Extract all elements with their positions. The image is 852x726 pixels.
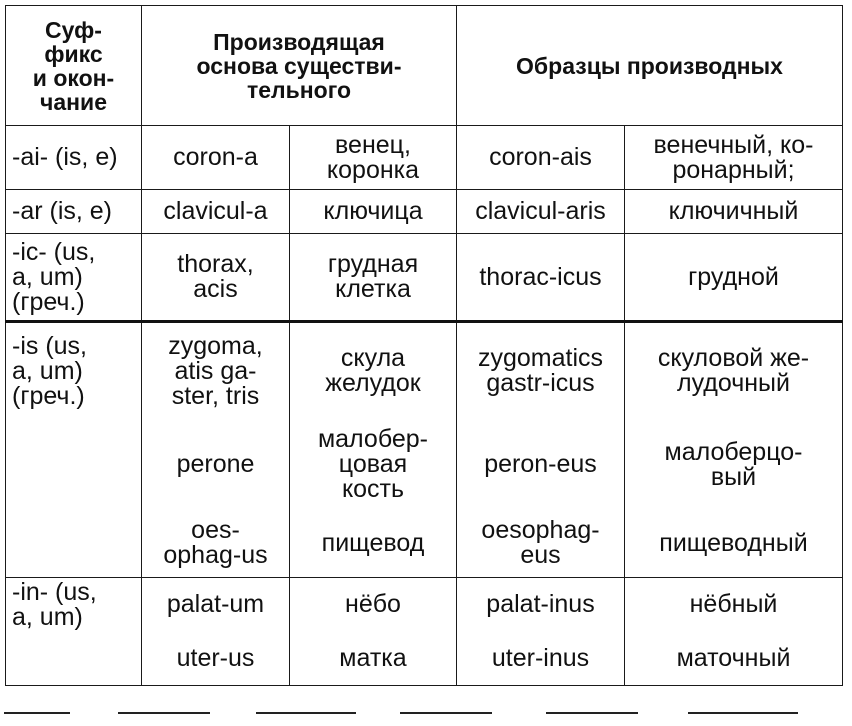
- cell-derived-ru: грудной: [625, 234, 843, 322]
- cell-derived-latin: uter-inus: [457, 632, 625, 686]
- cell-base-latin: zygoma, atis ga- ster, tris: [142, 322, 290, 420]
- table-row: [6, 190, 843, 234]
- cell-base-latin: oes- ophag-us: [142, 510, 290, 578]
- cell-base-latin: thorax, acis: [142, 234, 290, 322]
- cell-suffix: -is (us, a, um) (греч.): [6, 322, 142, 420]
- table-row: [6, 234, 843, 322]
- cell-derived-ru: ключичный: [625, 190, 843, 234]
- cell-derived-latin: oesophag- eus: [457, 510, 625, 578]
- cell-base-latin: clavicul-a: [142, 190, 290, 234]
- cell-base-ru: малобер- цовая кость: [290, 420, 457, 510]
- underline: [256, 712, 356, 714]
- header-derived: Образцы производных: [457, 6, 843, 126]
- cell-suffix: -in- (us, a, um): [6, 578, 142, 632]
- cell-derived-latin: zygomatics gastr-icus: [457, 322, 625, 420]
- underline: [4, 712, 70, 714]
- bottom-underlines: [0, 712, 852, 718]
- cell-base-ru: грудная клетка: [290, 234, 457, 322]
- cell-derived-ru: пищеводный: [625, 510, 843, 578]
- cell-derived-latin: coron-ais: [457, 126, 625, 190]
- cell-suffix: -ic- (us, a, um) (греч.): [6, 234, 142, 322]
- cell-base-ru: венец, коронка: [290, 126, 457, 190]
- table-row: [6, 420, 843, 510]
- underline: [546, 712, 638, 714]
- header-suffix: Суф- фикс и окон- чание: [6, 6, 142, 126]
- table-header-row: [6, 6, 843, 126]
- cell-derived-latin: palat-inus: [457, 578, 625, 632]
- suffix-table: [5, 5, 843, 686]
- cell-base-ru: ключица: [290, 190, 457, 234]
- cell-base-latin: uter-us: [142, 632, 290, 686]
- cell-base-latin: perone: [142, 420, 290, 510]
- cell-suffix: -ar (is, e): [6, 190, 142, 234]
- cell-base-ru: матка: [290, 632, 457, 686]
- cell-suffix: -ai- (is, e): [6, 126, 142, 190]
- table-row: [6, 322, 843, 420]
- cell-base-latin: coron-a: [142, 126, 290, 190]
- cell-derived-latin: clavicul-aris: [457, 190, 625, 234]
- cell-suffix: [6, 510, 142, 578]
- cell-derived-ru: скуловой же- лудочный: [625, 322, 843, 420]
- cell-derived-ru: маточный: [625, 632, 843, 686]
- table-row: [6, 510, 843, 578]
- underline: [118, 712, 210, 714]
- cell-derived-latin: thorac-icus: [457, 234, 625, 322]
- table-row: [6, 126, 843, 190]
- underline: [400, 712, 492, 714]
- cell-suffix: [6, 632, 142, 686]
- header-base: Производящая основа существи- тельного: [142, 6, 457, 126]
- cell-suffix: [6, 420, 142, 510]
- cell-base-ru: скула желудок: [290, 322, 457, 420]
- cell-base-latin: palat-um: [142, 578, 290, 632]
- cell-derived-ru: венечный, ко- ронарный;: [625, 126, 843, 190]
- table-row: [6, 632, 843, 686]
- cell-derived-ru: нёбный: [625, 578, 843, 632]
- cell-derived-latin: peron-eus: [457, 420, 625, 510]
- cell-base-ru: пищевод: [290, 510, 457, 578]
- table-row: [6, 578, 843, 632]
- underline: [688, 712, 798, 714]
- cell-derived-ru: малоберцо- вый: [625, 420, 843, 510]
- cell-base-ru: нёбо: [290, 578, 457, 632]
